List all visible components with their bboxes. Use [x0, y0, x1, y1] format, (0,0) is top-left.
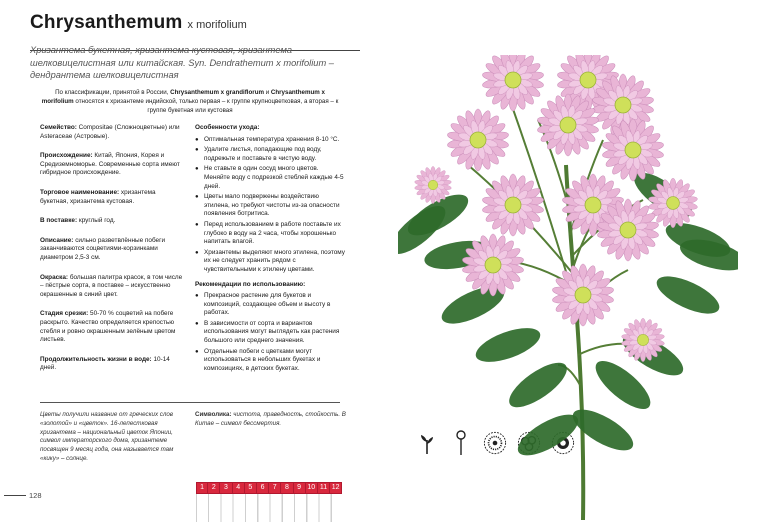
month-cell: 11: [318, 482, 330, 494]
fact-label: Описание:: [40, 236, 74, 244]
month-cell: 9: [294, 482, 306, 494]
flower-head: [552, 264, 615, 326]
recommendation-item: ● Прекрасное растение для букетов и композиций, создающее объем и высоту в работах.: [195, 292, 345, 318]
fact-trade-name: [40, 189, 185, 206]
fact-text: круглый год.: [77, 217, 116, 225]
fact-text: 50-70 % соцветий на побеге раскрыто. Качество определяется крепостью стебля и ровно окрашенным зелёным цветом листьев.: [40, 310, 176, 344]
fact-availability: [40, 217, 185, 226]
title-line: [30, 12, 360, 34]
fact-text: хризантема букетная, хризантема кустовая.: [40, 188, 156, 205]
care-column: [195, 124, 345, 375]
flower-center: [625, 142, 641, 158]
leaf: [652, 269, 725, 321]
flower-center: [585, 197, 601, 213]
fact-label: Стадия срезки:: [40, 310, 89, 318]
care-heading: Особенности ухода:: [195, 124, 260, 131]
chrysanthemum-illustration: [398, 55, 738, 520]
leaf: [567, 402, 639, 459]
classification-part: По классификации, принятой в России,: [55, 89, 171, 96]
leaf: [503, 355, 574, 415]
fact-label: Продолжительность жизни в воде:: [40, 355, 152, 363]
leaf: [472, 321, 545, 369]
fact-origin: [40, 152, 185, 178]
flower-head: [482, 174, 545, 236]
care-item: ● Перед использованием в работе поставьте их глубоко в воду на 2 часа, чтобы хорошенько напитать влагой.: [195, 221, 345, 247]
flower-center: [575, 287, 591, 303]
page-number: [4, 491, 42, 500]
care-item: ● Оптимальная температура хранения 8-10 °С.: [195, 136, 345, 145]
month-cell: 10: [306, 482, 318, 494]
flower-center: [580, 72, 596, 88]
fact-label: Происхождение:: [40, 152, 93, 160]
month-cell: 12: [330, 482, 342, 494]
care-item: ● Хризантемы выделяют много этилена, поэтому их не следует хранить рядом с чувствительными к этилену цветами.: [195, 249, 345, 275]
fact-cutting-stage: [40, 310, 185, 344]
fact-text: 10-14 дней.: [40, 355, 170, 372]
care-item: ● Удалите листья, попадающие под воду, подрежьте и поставьте в чистую воду.: [195, 146, 345, 163]
recommendations-heading: Рекомендации по использованию:: [195, 280, 306, 288]
month-cell: 7: [269, 482, 281, 494]
fact-text: большая палитра красок, в том числе – пёстрые сорта, в поставке – искусственно окрашенные в синий цвет.: [40, 273, 183, 298]
classification-species: Chrysanthemum x grandiflorum: [170, 89, 264, 96]
recommendation-item: ● Отдельные побеги с цветками могут использоваться в небольших букетах и композициях, в детских букетах.: [195, 348, 345, 374]
flower-center: [620, 222, 636, 238]
flower-center: [505, 197, 521, 213]
month-cell: 4: [233, 482, 245, 494]
month-cell: 8: [281, 482, 293, 494]
availability-calendar: [196, 482, 342, 494]
classification-part: и: [264, 89, 271, 96]
facts-column: [40, 124, 185, 384]
fact-description: [40, 237, 185, 263]
month-cell: 3: [220, 482, 232, 494]
flower-center: [637, 334, 648, 345]
classification-text: [40, 88, 340, 115]
flower-head: [447, 109, 510, 171]
recommendation-item: ● В зависимости от сорта и вариантов использования могут выглядеть как растения большого или среднего значения.: [195, 320, 345, 346]
month-cell: 5: [245, 482, 257, 494]
flower-center: [615, 97, 631, 113]
page-subtitle: x morifolium: [187, 19, 247, 31]
fact-text: сильно разветвлённые побеги заканчиваются соцветиями-корзинками диаметром 2,5-3 см.: [40, 236, 166, 261]
page-number-rule: [4, 495, 26, 496]
page-number-value: 128: [29, 491, 42, 500]
fact-label: Семейство:: [40, 124, 77, 131]
fact-label: В поставке:: [40, 217, 78, 225]
fact-label: Окраска:: [40, 273, 69, 281]
flower-center: [505, 72, 521, 88]
classification-part: относятся к хризантеме индийской, только первая – к группе крупноцветковая, а вторая – к группе букетная или кустовая: [73, 98, 339, 114]
title-block: [30, 12, 360, 34]
flower-center: [485, 257, 501, 273]
classification-species: Chrysanthemum x morifolium: [41, 89, 325, 105]
fact-label: Торговое наименование:: [40, 188, 120, 196]
symbolism-label: Символика:: [195, 411, 232, 418]
care-item: ● Цветы мало подвержены воздействию этилена, но требуют чистоты из-за опасности появления ботритиса.: [195, 193, 345, 219]
footer-note: Цветы получили название от греческих слов «золотой» и «цветок». 16-лепестковая хризантема – национальный цветок Японии, символ императорского дома, хризантеме посвящен 9 месяц года, она называется там «кику» – солнце.: [40, 411, 174, 462]
flower-center: [428, 180, 438, 190]
care-item: ● Не ставьте в один сосуд много цветов. Меняйте воду с подрезкой стеблей каждые 4-5 дней.: [195, 165, 345, 191]
flower-center: [470, 132, 486, 148]
fact-text: Китай, Япония, Корея и Средиземноморье. Современные сорта имеют гибридное происхождение.: [40, 152, 180, 177]
fact-color: [40, 274, 185, 300]
month-cell: 2: [208, 482, 220, 494]
fact-family: [40, 124, 185, 141]
month-cell: 6: [257, 482, 269, 494]
synonyms-text: Хризантема букетная, хризантема кустовая, хризантема шелковицелистная или китайская. Syn. Dendrathemum x morifolium – дендрантема шелковицелистная: [30, 45, 334, 80]
care-list: [195, 136, 345, 275]
page-title: Chrysanthemum: [30, 12, 183, 33]
fact-text: Compositae (Сложноцветные) или Asteraceae (Астровые).: [40, 124, 180, 140]
recommendations-list: [195, 292, 345, 373]
symbolism-note: [195, 411, 350, 429]
symbolism-text: чистота, праведность, стойкость. В Китае – символ бессмертия.: [195, 411, 346, 427]
flower-center: [667, 197, 680, 210]
flower-head: [482, 55, 545, 111]
calendar-grid: [196, 494, 343, 522]
month-cell: 1: [196, 482, 208, 494]
flower-center: [560, 117, 576, 133]
fact-vase-life: [40, 356, 185, 373]
footer-divider: [40, 402, 340, 403]
